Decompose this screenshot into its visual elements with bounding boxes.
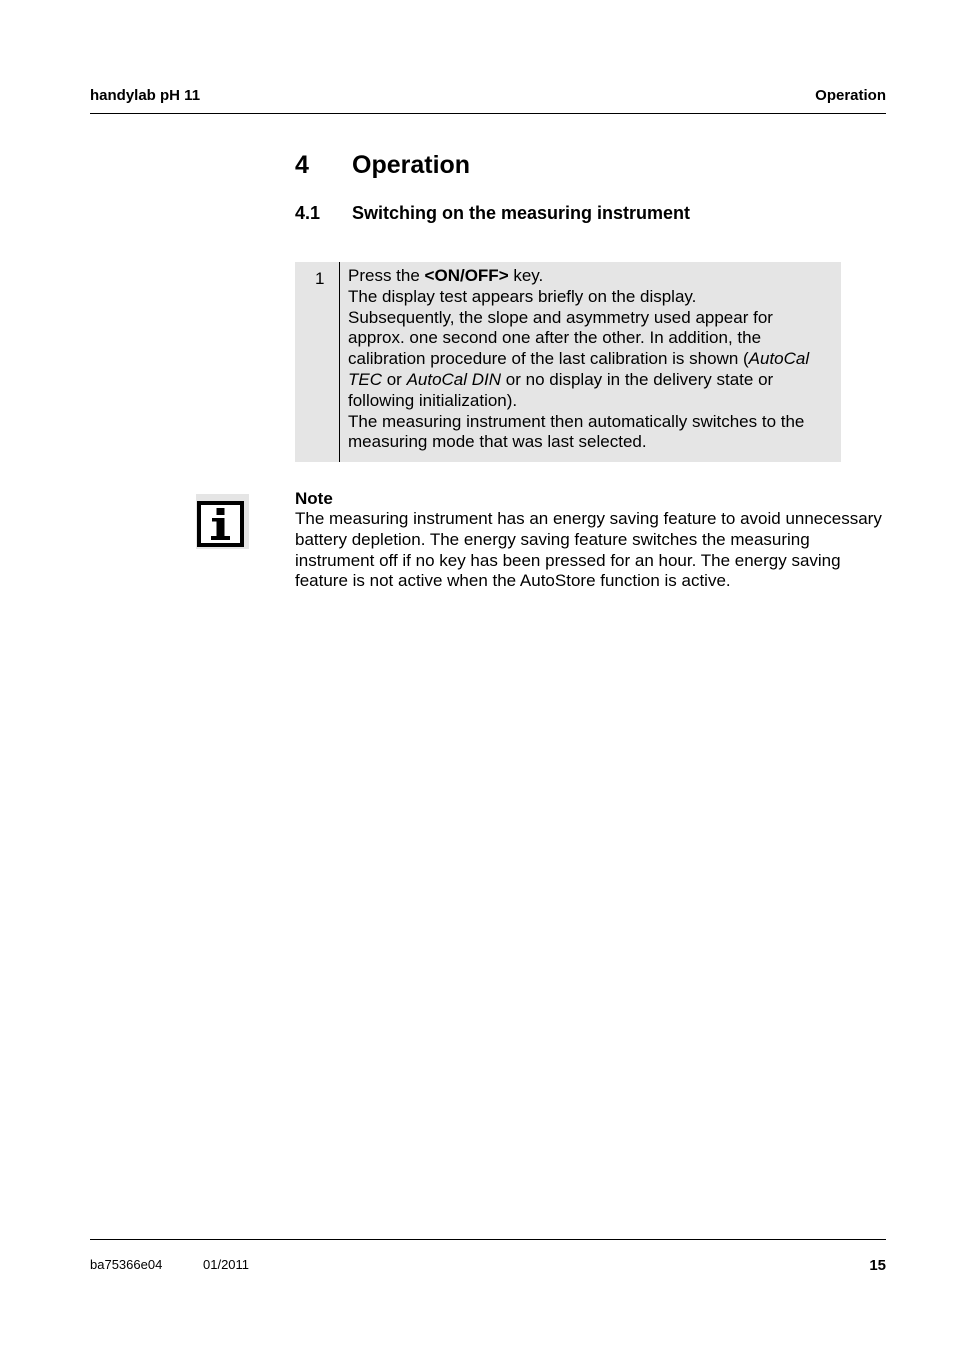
note-title: Note [295, 489, 333, 508]
step-number: 1 [315, 269, 325, 288]
step-display-test-line: The display test appears briefly on the display. [348, 286, 697, 306]
chapter-title: Operation [352, 151, 471, 179]
note-body: The measuring instrument has an energy saving feature to avoid unnecessary battery depletion. The energy saving feature switches the measuring instrument off if no key has been pressed for an hour. The energy saving feature is not active when the AutoStore function is active. [295, 509, 882, 591]
press-prefix: Press the [348, 266, 425, 285]
key-name: <ON/OFF> [424, 266, 509, 285]
footer-date: 01/2011 [203, 1257, 250, 1272]
calibration-autocal-tec: AutoCal TEC [348, 349, 810, 389]
step-calibration-paragraph [348, 308, 834, 412]
press-suffix: key. [508, 266, 544, 285]
page-number: 15 [869, 1257, 886, 1274]
info-icon [196, 494, 249, 549]
header-product-name: handylab pH 11 [90, 87, 201, 104]
step-switch-mode-line: The measuring instrument then automatically switches to the measuring mode that was last selected. [348, 411, 805, 452]
footer-document-id: ba75366e04 [90, 1257, 163, 1272]
chapter-number: 4 [295, 151, 309, 179]
step-instructions [348, 266, 834, 453]
section-number: 4.1 [295, 203, 321, 223]
calibration-autocal-din: AutoCal DIN [406, 369, 502, 389]
calibration-or: or [382, 369, 407, 389]
calibration-text-1: Subsequently, the slope and asymmetry used appear for approx. one second one after the other. In addition, the calibration procedure of the last calibration is shown ( [348, 307, 773, 369]
step-press-line [348, 266, 834, 287]
header-divider [90, 113, 886, 114]
step-divider [339, 262, 340, 462]
header-chapter-name: Operation [815, 87, 886, 104]
step-table [295, 262, 841, 462]
section-title: Switching on the measuring instrument [352, 203, 691, 223]
calibration-text-2: or no display in the delivery state or following initialization). [348, 369, 774, 410]
footer-divider [90, 1239, 886, 1240]
